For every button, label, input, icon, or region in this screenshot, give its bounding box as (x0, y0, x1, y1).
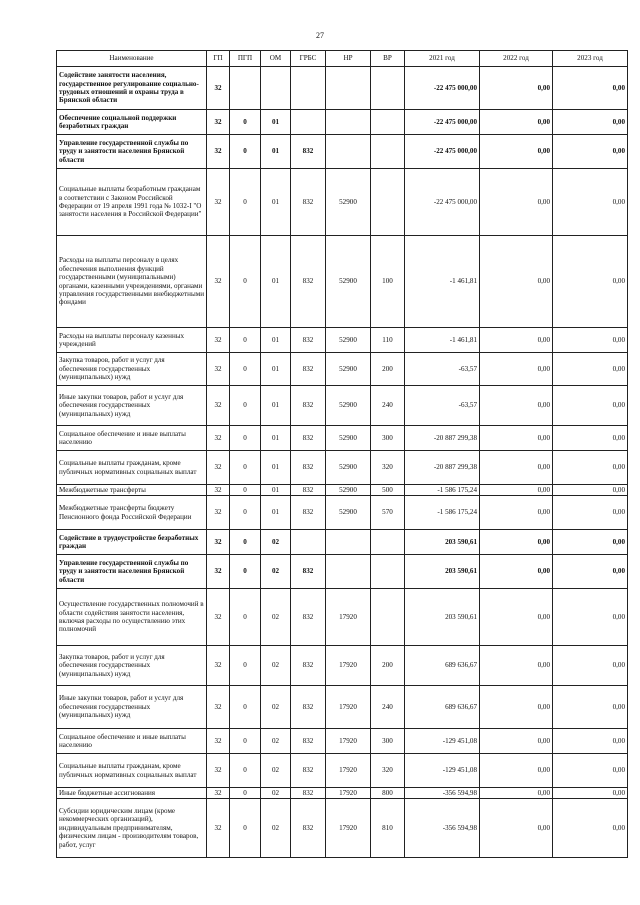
budget-table (56, 50, 628, 858)
row-name: Субсидии юридическим лицам (кроме некоммерческих организаций), индивидуальным предпринимателям, физическим лицам - производителям товаров, работ, услуг (57, 799, 207, 858)
row-pgp: 0 (230, 788, 261, 799)
row-2022: 0,00 (480, 686, 553, 729)
row-name: Иные закупки товаров, работ и услуг для обеспечения государственных (муниципальных) нужд (57, 686, 207, 729)
row-nr (326, 110, 371, 135)
row-2022: 0,00 (480, 67, 553, 110)
row-pgp: 0 (230, 496, 261, 530)
row-2023: 0,00 (553, 788, 628, 799)
table-row (57, 496, 628, 530)
row-om: 01 (261, 485, 291, 496)
column-header-gp: ГП (207, 51, 230, 67)
row-2023: 0,00 (553, 646, 628, 686)
row-2022: 0,00 (480, 110, 553, 135)
table-row (57, 67, 628, 110)
row-2023: 0,00 (553, 169, 628, 236)
row-vr (371, 530, 405, 555)
row-2023: 0,00 (553, 236, 628, 328)
row-grbs: 832 (291, 451, 326, 485)
table-row (57, 686, 628, 729)
row-2022: 0,00 (480, 799, 553, 858)
row-gp: 32 (207, 236, 230, 328)
row-grbs (291, 67, 326, 110)
row-gp: 32 (207, 426, 230, 451)
row-name: Межбюджетные трансферты (57, 485, 207, 496)
row-nr: 52900 (326, 328, 371, 353)
row-om: 01 (261, 236, 291, 328)
row-om: 02 (261, 729, 291, 754)
row-pgp: 0 (230, 485, 261, 496)
row-pgp (230, 67, 261, 110)
row-nr: 52900 (326, 496, 371, 530)
row-pgp: 0 (230, 754, 261, 788)
row-name: Иные закупки товаров, работ и услуг для обеспечения государственных (муниципальных) нужд (57, 386, 207, 426)
row-nr: 17920 (326, 754, 371, 788)
row-pgp: 0 (230, 110, 261, 135)
row-2021: -22 475 000,00 (405, 110, 480, 135)
row-name: Межбюджетные трансферты бюджету Пенсионного фонда Российской Федерации (57, 496, 207, 530)
table-row (57, 589, 628, 646)
row-pgp: 0 (230, 589, 261, 646)
row-2023: 0,00 (553, 328, 628, 353)
row-grbs: 832 (291, 353, 326, 386)
row-nr: 17920 (326, 686, 371, 729)
row-2021: 689 636,67 (405, 686, 480, 729)
row-pgp: 0 (230, 353, 261, 386)
column-header-om: ОМ (261, 51, 291, 67)
table-row (57, 110, 628, 135)
row-2021: -1 461,81 (405, 328, 480, 353)
row-name: Социальные выплаты безработным гражданам в соответствии с Законом Российской Федерации от 19 апреля 1991 года № 1032-I "О занятости населения в Российской Федерации" (57, 169, 207, 236)
table-row (57, 169, 628, 236)
row-om: 01 (261, 426, 291, 451)
row-gp: 32 (207, 110, 230, 135)
row-2021: -1 586 175,24 (405, 496, 480, 530)
row-nr (326, 555, 371, 589)
row-2021: 689 636,67 (405, 646, 480, 686)
row-2023: 0,00 (553, 67, 628, 110)
row-gp: 32 (207, 169, 230, 236)
row-2021: -129 451,08 (405, 754, 480, 788)
row-2021: -20 887 299,38 (405, 451, 480, 485)
row-2021: -356 594,98 (405, 788, 480, 799)
column-header-nr: НР (326, 51, 371, 67)
row-name: Социальные выплаты гражданам, кроме публичных нормативных социальных выплат (57, 754, 207, 788)
row-om: 02 (261, 754, 291, 788)
row-2023: 0,00 (553, 386, 628, 426)
row-2023: 0,00 (553, 485, 628, 496)
row-2022: 0,00 (480, 496, 553, 530)
row-vr (371, 589, 405, 646)
row-om: 02 (261, 530, 291, 555)
row-pgp: 0 (230, 799, 261, 858)
row-grbs: 832 (291, 496, 326, 530)
row-2022: 0,00 (480, 386, 553, 426)
table-row (57, 328, 628, 353)
row-om: 01 (261, 386, 291, 426)
column-header-2023: 2023 год (553, 51, 628, 67)
row-gp: 32 (207, 686, 230, 729)
row-om: 01 (261, 496, 291, 530)
row-om: 02 (261, 686, 291, 729)
row-2022: 0,00 (480, 754, 553, 788)
row-gp: 32 (207, 67, 230, 110)
row-2022: 0,00 (480, 530, 553, 555)
row-2021: -129 451,08 (405, 729, 480, 754)
row-grbs: 832 (291, 686, 326, 729)
table-row (57, 485, 628, 496)
table-row (57, 135, 628, 169)
row-nr: 52900 (326, 236, 371, 328)
row-2023: 0,00 (553, 135, 628, 169)
row-2023: 0,00 (553, 496, 628, 530)
row-vr: 320 (371, 451, 405, 485)
row-vr (371, 555, 405, 589)
row-gp: 32 (207, 754, 230, 788)
row-grbs: 832 (291, 729, 326, 754)
table-row (57, 729, 628, 754)
row-2021: -22 475 000,00 (405, 67, 480, 110)
row-2022: 0,00 (480, 426, 553, 451)
row-gp: 32 (207, 589, 230, 646)
row-2021: 203 590,61 (405, 530, 480, 555)
row-2023: 0,00 (553, 754, 628, 788)
row-grbs: 832 (291, 646, 326, 686)
row-nr: 52900 (326, 169, 371, 236)
row-nr: 17920 (326, 729, 371, 754)
row-gp: 32 (207, 135, 230, 169)
table-row (57, 236, 628, 328)
row-pgp: 0 (230, 530, 261, 555)
row-2023: 0,00 (553, 589, 628, 646)
row-2022: 0,00 (480, 328, 553, 353)
row-name: Социальное обеспечение и иные выплаты населению (57, 426, 207, 451)
row-om: 02 (261, 646, 291, 686)
row-2023: 0,00 (553, 555, 628, 589)
table-row (57, 646, 628, 686)
row-2023: 0,00 (553, 426, 628, 451)
row-nr (326, 135, 371, 169)
table-row (57, 426, 628, 451)
row-nr: 17920 (326, 799, 371, 858)
row-2022: 0,00 (480, 729, 553, 754)
row-pgp: 0 (230, 451, 261, 485)
row-gp: 32 (207, 788, 230, 799)
row-nr: 52900 (326, 485, 371, 496)
row-nr (326, 530, 371, 555)
row-vr (371, 67, 405, 110)
row-name: Осуществление государственных полномочий в области содействия занятости населения, включая расходы по осуществлению этих полномочий (57, 589, 207, 646)
row-grbs: 832 (291, 135, 326, 169)
row-name: Расходы на выплаты персоналу казенных учреждений (57, 328, 207, 353)
row-nr: 52900 (326, 386, 371, 426)
row-gp: 32 (207, 646, 230, 686)
row-vr (371, 169, 405, 236)
row-2021: 203 590,61 (405, 555, 480, 589)
row-vr: 810 (371, 799, 405, 858)
row-pgp: 0 (230, 426, 261, 451)
row-vr: 500 (371, 485, 405, 496)
row-om: 02 (261, 589, 291, 646)
row-name: Социальное обеспечение и иные выплаты населению (57, 729, 207, 754)
column-header-2022: 2022 год (480, 51, 553, 67)
row-pgp: 0 (230, 236, 261, 328)
column-header-name: Наименование (57, 51, 207, 67)
row-pgp: 0 (230, 135, 261, 169)
row-grbs (291, 110, 326, 135)
column-header-vr: ВР (371, 51, 405, 67)
row-grbs: 832 (291, 754, 326, 788)
row-gp: 32 (207, 729, 230, 754)
row-2023: 0,00 (553, 110, 628, 135)
row-om: 01 (261, 169, 291, 236)
row-2021: -22 475 000,00 (405, 169, 480, 236)
row-pgp: 0 (230, 555, 261, 589)
table-header-row (57, 51, 628, 67)
row-2022: 0,00 (480, 788, 553, 799)
row-2022: 0,00 (480, 353, 553, 386)
row-2021: -356 594,98 (405, 799, 480, 858)
row-grbs: 832 (291, 386, 326, 426)
table-row (57, 799, 628, 858)
row-2021: 203 590,61 (405, 589, 480, 646)
row-grbs: 832 (291, 799, 326, 858)
row-2023: 0,00 (553, 530, 628, 555)
row-2021: -63,57 (405, 353, 480, 386)
row-vr: 240 (371, 386, 405, 426)
row-pgp: 0 (230, 686, 261, 729)
row-nr: 17920 (326, 646, 371, 686)
row-2023: 0,00 (553, 686, 628, 729)
row-pgp: 0 (230, 328, 261, 353)
row-vr: 300 (371, 426, 405, 451)
row-pgp: 0 (230, 169, 261, 236)
table-row (57, 386, 628, 426)
column-header-2021: 2021 год (405, 51, 480, 67)
row-vr: 320 (371, 754, 405, 788)
row-vr: 800 (371, 788, 405, 799)
row-vr: 100 (371, 236, 405, 328)
row-om: 02 (261, 788, 291, 799)
row-gp: 32 (207, 530, 230, 555)
row-2022: 0,00 (480, 589, 553, 646)
row-name: Управление государственной службы по труду и занятости населения Брянской области (57, 135, 207, 169)
row-grbs: 832 (291, 426, 326, 451)
row-om: 02 (261, 555, 291, 589)
table-row (57, 353, 628, 386)
row-vr: 240 (371, 686, 405, 729)
row-2021: -1 586 175,24 (405, 485, 480, 496)
row-grbs: 832 (291, 328, 326, 353)
row-2022: 0,00 (480, 646, 553, 686)
row-2021: -20 887 299,38 (405, 426, 480, 451)
row-grbs: 832 (291, 169, 326, 236)
row-gp: 32 (207, 496, 230, 530)
row-pgp: 0 (230, 646, 261, 686)
row-gp: 32 (207, 328, 230, 353)
row-2023: 0,00 (553, 451, 628, 485)
table-row (57, 530, 628, 555)
row-2021: -22 475 000,00 (405, 135, 480, 169)
row-name: Содействие в трудоустройстве безработных граждан (57, 530, 207, 555)
row-grbs (291, 530, 326, 555)
row-grbs: 832 (291, 788, 326, 799)
row-2021: -63,57 (405, 386, 480, 426)
row-2022: 0,00 (480, 451, 553, 485)
row-vr: 300 (371, 729, 405, 754)
row-nr: 52900 (326, 426, 371, 451)
row-vr (371, 135, 405, 169)
row-pgp: 0 (230, 729, 261, 754)
row-vr: 200 (371, 353, 405, 386)
row-2023: 0,00 (553, 799, 628, 858)
row-pgp: 0 (230, 386, 261, 426)
row-gp: 32 (207, 451, 230, 485)
table-row (57, 451, 628, 485)
row-om: 01 (261, 135, 291, 169)
row-vr: 570 (371, 496, 405, 530)
row-name: Обеспечение социальной поддержки безработных граждан (57, 110, 207, 135)
row-nr (326, 67, 371, 110)
table-row (57, 555, 628, 589)
row-name: Иные бюджетные ассигнования (57, 788, 207, 799)
table-row (57, 788, 628, 799)
row-name: Закупка товаров, работ и услуг для обеспечения государственных (муниципальных) нужд (57, 646, 207, 686)
row-2022: 0,00 (480, 169, 553, 236)
row-2022: 0,00 (480, 485, 553, 496)
row-om (261, 67, 291, 110)
table-body (57, 67, 628, 858)
row-gp: 32 (207, 386, 230, 426)
row-name: Социальные выплаты гражданам, кроме публичных нормативных социальных выплат (57, 451, 207, 485)
row-2023: 0,00 (553, 353, 628, 386)
row-vr (371, 110, 405, 135)
row-nr: 17920 (326, 788, 371, 799)
row-vr: 110 (371, 328, 405, 353)
row-grbs: 832 (291, 589, 326, 646)
row-om: 02 (261, 799, 291, 858)
row-2021: -1 461,81 (405, 236, 480, 328)
row-2022: 0,00 (480, 236, 553, 328)
column-header-grbs: ГРБС (291, 51, 326, 67)
row-name: Управление государственной службы по труду и занятости населения Брянской области (57, 555, 207, 589)
row-nr: 52900 (326, 451, 371, 485)
row-grbs: 832 (291, 236, 326, 328)
row-gp: 32 (207, 799, 230, 858)
row-vr: 200 (371, 646, 405, 686)
page-number: 27 (316, 31, 324, 40)
row-nr: 17920 (326, 589, 371, 646)
row-2022: 0,00 (480, 135, 553, 169)
row-2022: 0,00 (480, 555, 553, 589)
row-om: 01 (261, 451, 291, 485)
row-name: Закупка товаров, работ и услуг для обеспечения государственных (муниципальных) нужд (57, 353, 207, 386)
row-om: 01 (261, 328, 291, 353)
row-gp: 32 (207, 353, 230, 386)
row-2023: 0,00 (553, 729, 628, 754)
row-gp: 32 (207, 485, 230, 496)
table-row (57, 754, 628, 788)
row-om: 01 (261, 110, 291, 135)
row-grbs: 832 (291, 485, 326, 496)
row-grbs: 832 (291, 555, 326, 589)
row-name: Расходы на выплаты персоналу в целях обеспечения выполнения функций государственными (муниципальными) органами, казенными учреждениями, органами управления государственными внебюджетными фондами (57, 236, 207, 328)
row-name: Содействие занятости населения, государственное регулирование социально-трудовых отношений и охраны труда в Брянской области (57, 67, 207, 110)
row-gp: 32 (207, 555, 230, 589)
row-nr: 52900 (326, 353, 371, 386)
column-header-pgp: ПГП (230, 51, 261, 67)
row-om: 01 (261, 353, 291, 386)
